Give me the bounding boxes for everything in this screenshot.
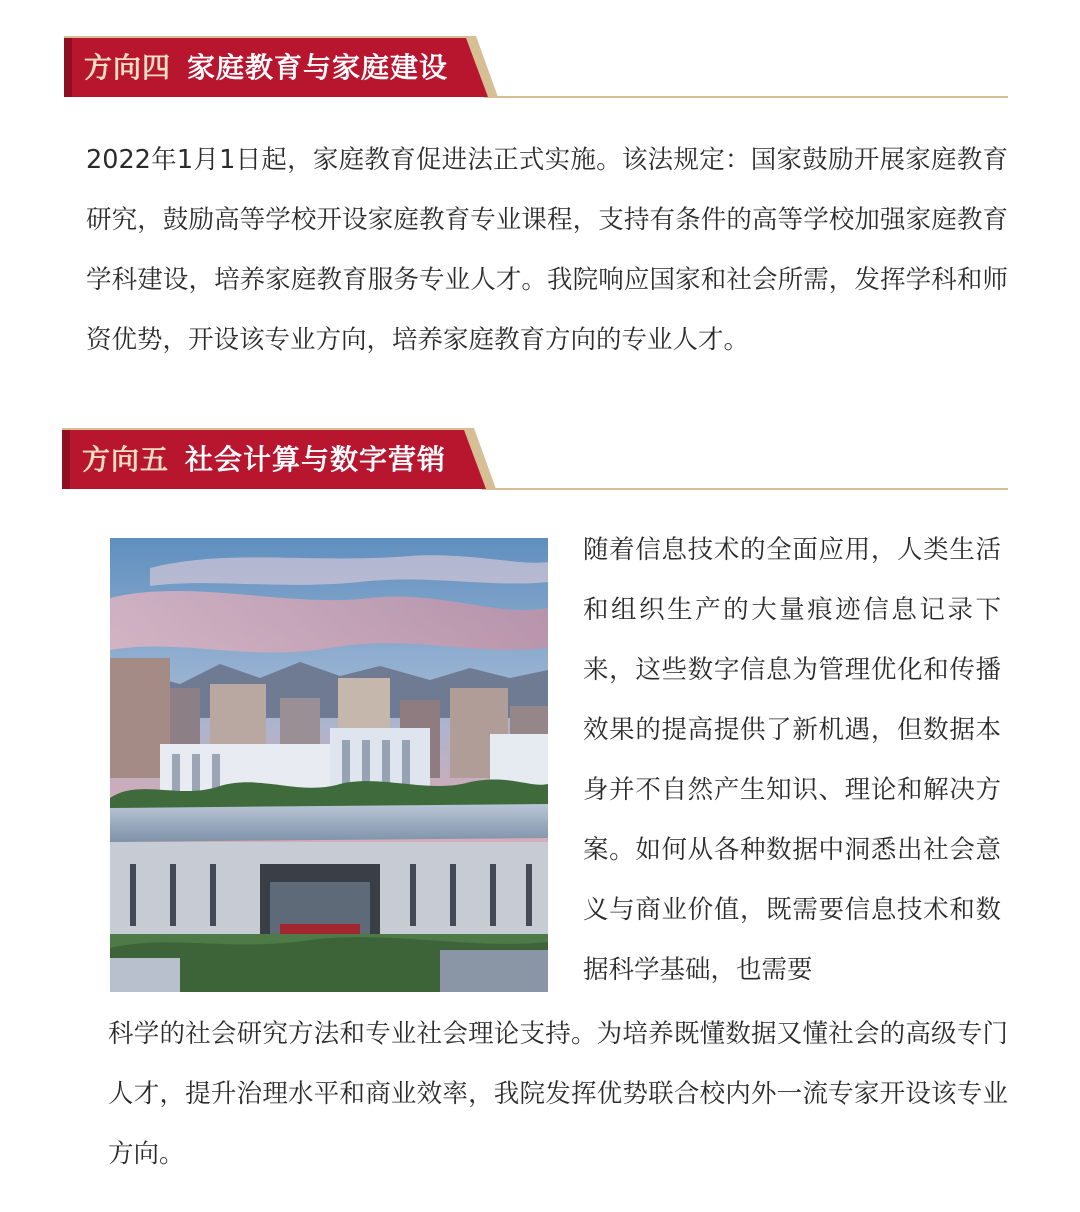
campus-photo-illustration bbox=[110, 538, 548, 992]
section-header-5 bbox=[62, 428, 1008, 492]
section-header-4 bbox=[64, 36, 1008, 100]
section-title: 社会计算与数字营销 bbox=[185, 443, 447, 476]
section-paragraph-4: 2022年1月1日起，家庭教育促进法正式实施。该法规定：国家鼓励开展家庭教育研究，鼓励高等学校开设家庭教育专业课程，支持有条件的高等学校加强家庭教育学科建设，培养家庭教育服务专业人才。我院响应国家和社会所需，发挥学科和师资优势，开设该专业方向，培养家庭教育方向的专业人才。 bbox=[86, 145, 1008, 355]
banner-text-5 bbox=[82, 428, 446, 492]
section-title: 家庭教育与家庭建设 bbox=[187, 51, 449, 84]
section-paragraph-5-side: 随着信息技术的全面应用，人类生活和组织生产的大量痕迹信息记录下来，这些数字信息为管理优化和传播效果的提高提供了新机遇，但数据本身并不自然产生知识、理论和解决方案。如何从各种数据中洞悉出社会意义与商业价值，既需要信息技术和数据科学基础，也需要 bbox=[583, 535, 1001, 985]
banner-text-4 bbox=[84, 36, 448, 100]
section-label: 方向四 bbox=[84, 51, 172, 84]
section-paragraph-5-bottom: 科学的社会研究方法和专业社会理论支持。为培养既懂数据又懂社会的高级专门人才，提升治理水平和商业效率，我院发挥优势联合校内外一流专家开设该专业方向。 bbox=[108, 1019, 1008, 1169]
section-label: 方向五 bbox=[82, 443, 170, 476]
campus-photo bbox=[110, 538, 548, 992]
